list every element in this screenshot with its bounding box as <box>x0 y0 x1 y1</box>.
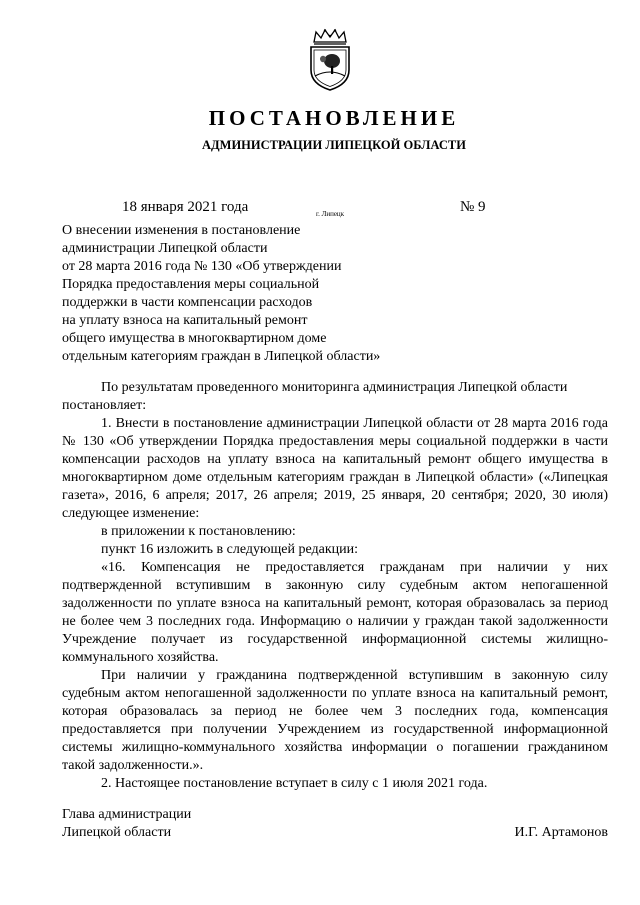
signature-position: Глава администрации <box>62 807 192 822</box>
document-number: № 9 <box>460 199 486 215</box>
subject-line: на уплату взноса на капитальный ремонт <box>62 313 308 328</box>
document-date: 18 января 2021 года <box>122 199 249 215</box>
signatory-name: И.Г. Артамонов <box>514 825 608 840</box>
body-paragraph: «16. Компенсация не предоставляется гражданам при наличии у них подтвержденной вступившим в законную силу судебным актом непогашенной задолженности по уплате взноса на капитальный ремонт, которая образовалась за период не более чем 3 последних года. Информацию о наличии у граждан такой задолженности Учреждение получает из государственной информационной системы жилищно-коммунального хозяйства. <box>62 560 608 665</box>
document-title: ПОСТАНОВЛЕНИЕ <box>208 106 460 130</box>
body-paragraph: в приложении к постановлению: <box>101 524 296 539</box>
body-paragraph: 2. Настоящее постановление вступает в силу с 1 июля 2021 года. <box>101 776 488 791</box>
document-city: г. Липецк <box>316 210 345 218</box>
body-paragraph: постановляет: <box>62 398 147 413</box>
document-subject <box>62 222 380 366</box>
subject-line: Порядка предоставления меры социальной <box>62 277 320 292</box>
subject-line: от 28 марта 2016 года № 130 «Об утверждении <box>62 259 342 274</box>
body-paragraph: По результатам проведенного мониторинга администрация Липецкой области <box>101 380 568 395</box>
subject-line: администрации Липецкой области <box>62 241 268 256</box>
subject-line: отдельным категориям граждан в Липецкой области» <box>62 349 381 364</box>
subject-line: общего имущества в многоквартирном доме <box>62 331 327 346</box>
subject-line: О внесении изменения в постановление <box>62 223 301 238</box>
signature-region: Липецкой области <box>62 825 172 840</box>
subject-line: поддержки в части компенсации расходов <box>62 295 313 310</box>
body-paragraph: При наличии у гражданина подтвержденной вступившим в законную силу судебным актом непогашенной задолженности по уплате взноса на капитальный ремонт, которая образовалась за период не более чем 3 последних года, компенсация предоставляется при получении Учреждением из государственной информационной системы жилищно-коммунального хозяйства информации о погашении гражданином такой задолженности.». <box>62 668 608 773</box>
signature-block <box>62 806 608 842</box>
body-paragraph: 1. Внести в постановление администрации Липецкой области от 28 марта 2016 года № 130 «Об утверждении Порядка предоставления меры социальной поддержки в части компенсации расходов на уплату взноса на капитальный ремонт общего имущества в многоквартирном доме отдельным категориям граждан в Липецкой области» («Липецкая газета», 2016, 6 апреля; 2017, 26 апреля; 2019, 25 января, 20 сентября; 2020, 30 июля) следующее изменение: <box>62 416 608 521</box>
document-body <box>62 379 608 793</box>
body-paragraph: пункт 16 изложить в следующей редакции: <box>101 542 358 557</box>
lipetsk-coat-of-arms-icon <box>306 28 354 92</box>
document-subtitle: АДМИНИСТРАЦИИ ЛИПЕЦКОЙ ОБЛАСТИ <box>202 138 466 152</box>
